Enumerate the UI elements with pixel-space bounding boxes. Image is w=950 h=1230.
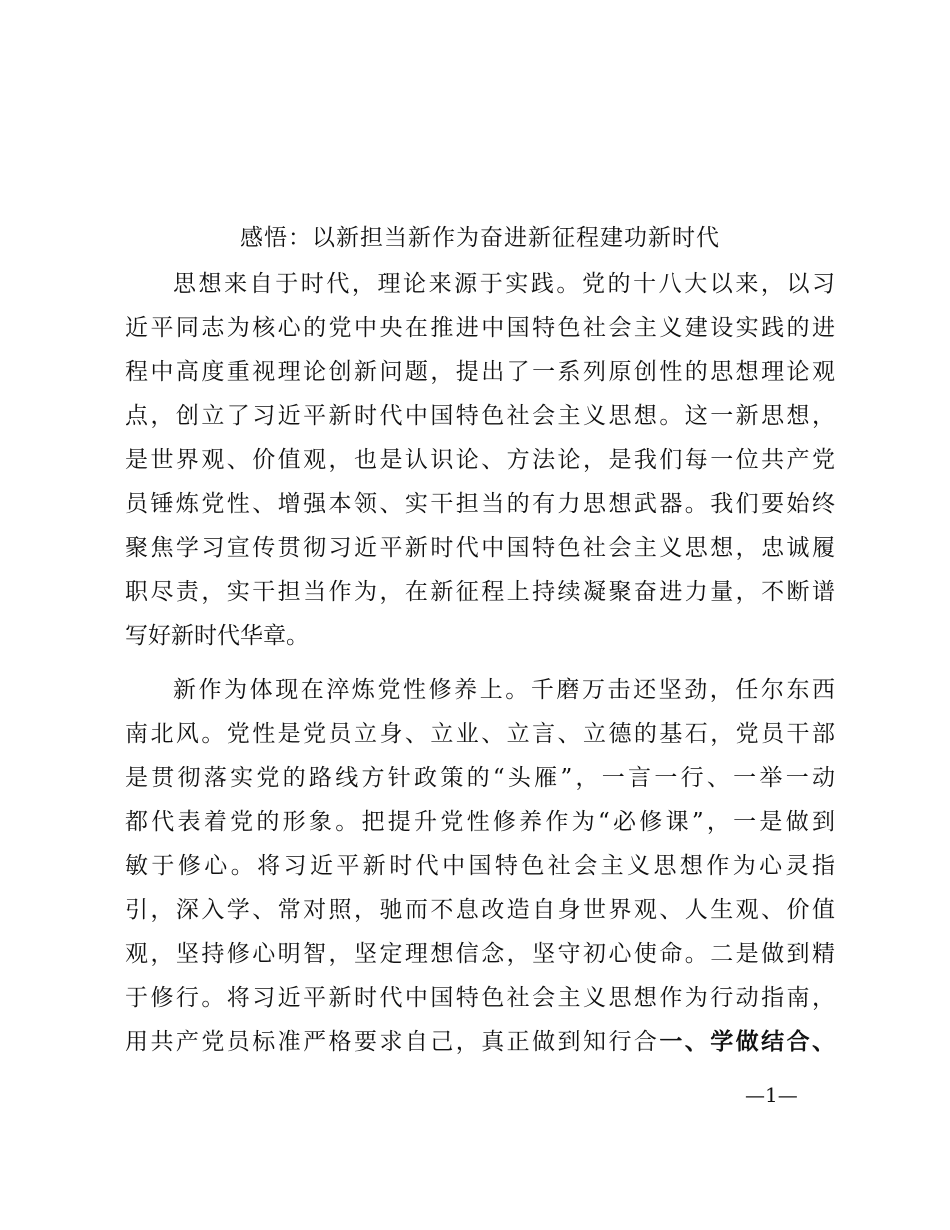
document-body (125, 262, 835, 1064)
document-title: 感悟：以新担当新作为奋进新征程建功新时代 (240, 225, 720, 251)
paragraph-line: 于修行。将习近平新时代中国特色社会主义思想作为行动指南， (125, 985, 835, 1011)
paragraph-line-plain-part: 用共产党员标准严格要求自己，真正做到知行合 (125, 1029, 660, 1055)
paragraph-line: 都代表着党的形象。把提升党性修养作为“必修课”，一是做到 (125, 809, 835, 835)
paragraph-line: 新作为体现在淬炼党性修养上。千磨万击还坚劲，任尔东西 (173, 677, 835, 703)
paragraph-line: 近平同志为核心的党中央在推进中国特色社会主义建设实践的进 (125, 315, 835, 341)
paragraph-line: 是世界观、价值观，也是认识论、方法论，是我们每一位共产党 (125, 447, 835, 473)
page-number: —1— (745, 1083, 798, 1107)
paragraph-line: 点，创立了习近平新时代中国特色社会主义思想。这一新思想， (125, 403, 835, 429)
paragraph-line: 员锤炼党性、增强本领、实干担当的有力思想武器。我们要始终 (125, 491, 835, 517)
paragraph-line: 写好新时代华章。 (125, 623, 309, 649)
paragraph-line: 敏于修心。将习近平新时代中国特色社会主义思想作为心灵指 (125, 853, 835, 879)
paragraph-spacer (125, 658, 835, 668)
paragraph-line: 南北风。党性是党员立身、立业、立言、立德的基石，党员干部 (125, 721, 835, 747)
paragraph-line: 程中高度重视理论创新问题，提出了一系列原创性的思想理论观 (125, 359, 835, 385)
paragraph-line: 观，坚持修心明智，坚定理想信念，坚守初心使命。二是做到精 (125, 941, 835, 967)
paragraph-line-bold-part: 一、学做结合、 (659, 1028, 836, 1055)
paragraph-line: 引，深入学、常对照，驰而不息改造自身世界观、人生观、价值 (125, 897, 835, 923)
paragraph-line: 是贯彻落实党的路线方针政策的“头雁”，一言一行、一举一动 (125, 765, 835, 791)
paragraph-line: 职尽责，实干担当作为，在新征程上持续凝聚奋进力量，不断谱 (125, 579, 835, 605)
paragraph-line-final (125, 1020, 835, 1064)
paragraph-line: 聚焦学习宣传贯彻习近平新时代中国特色社会主义思想，忠诚履 (125, 535, 835, 561)
paragraph-2 (125, 668, 835, 1064)
paragraph-line: 思想来自于时代，理论来源于实践。党的十八大以来，以习 (173, 271, 835, 297)
paragraph-1 (125, 262, 835, 658)
